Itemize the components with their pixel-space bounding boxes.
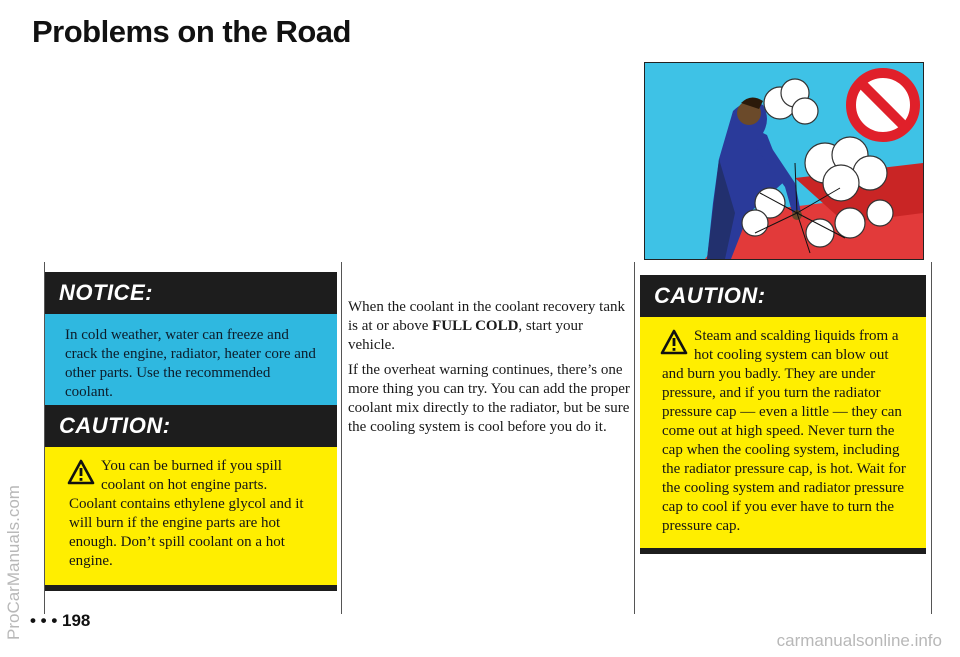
steam-illustration — [644, 62, 924, 260]
caution-text-right: Steam and scalding liquids from a hot cooling system can blow out and burn you badly. They are under pressure, and if you turn the radiator pressure cap — even a little — they can come out at high speed. Never turn the cap when the cooling system, including the radiator pressure cap, is hot. Wait for the cooling system and radiator pressure cap to cool if you ever have to turn the pressure cap. — [662, 328, 906, 534]
column-rule-center — [341, 262, 342, 614]
notice-heading: NOTICE: — [45, 272, 337, 314]
caution-heading-left: CAUTION: — [45, 405, 337, 447]
column-rule-right-b — [931, 262, 932, 614]
page-title: Problems on the Road — [32, 14, 351, 49]
caution-heading-right: CAUTION: — [640, 275, 926, 317]
caution-body-right — [640, 317, 926, 554]
warning-triangle-icon — [660, 329, 688, 355]
caution-box-left — [45, 405, 337, 591]
caution-body-left — [45, 447, 337, 591]
body-text — [348, 298, 631, 443]
caution-text-left: You can be burned if you spill coolant on hot engine parts. Coolant contains ethylene glycol and it will burn if the engine parts are hot enough. Don’t spill coolant on a hot engine. — [69, 458, 304, 569]
page-number: • • • 198 — [30, 611, 91, 630]
column-rule-right-a — [634, 262, 635, 614]
caution-box-right — [640, 275, 926, 554]
bottom-watermark: carmanualsonline.info — [776, 631, 942, 650]
side-watermark — [4, 230, 22, 640]
full-cold-label: FULL COLD — [432, 318, 519, 334]
body-paragraph-2: If the overheat warning continues, there’s one more thing you can try. You can add the proper coolant mix directly to the radiator, but be sure the cooling system is cool before you do it. — [348, 362, 630, 435]
notice-box — [45, 272, 337, 424]
prohibition-icon — [851, 73, 915, 137]
body-paragraph-1-end: , start your vehicle. — [348, 318, 583, 353]
side-watermark-text: ProCarManuals.com — [4, 485, 23, 640]
body-paragraph-1-start: When the coolant in the coolant recovery tank is at or above — [348, 299, 625, 334]
warning-triangle-icon — [67, 459, 95, 485]
notice-text: In cold weather, water can freeze and crack the engine, radiator, heater core and other parts. Use the recommended coolant. — [45, 314, 337, 424]
body-paragraph-1 — [348, 298, 631, 355]
